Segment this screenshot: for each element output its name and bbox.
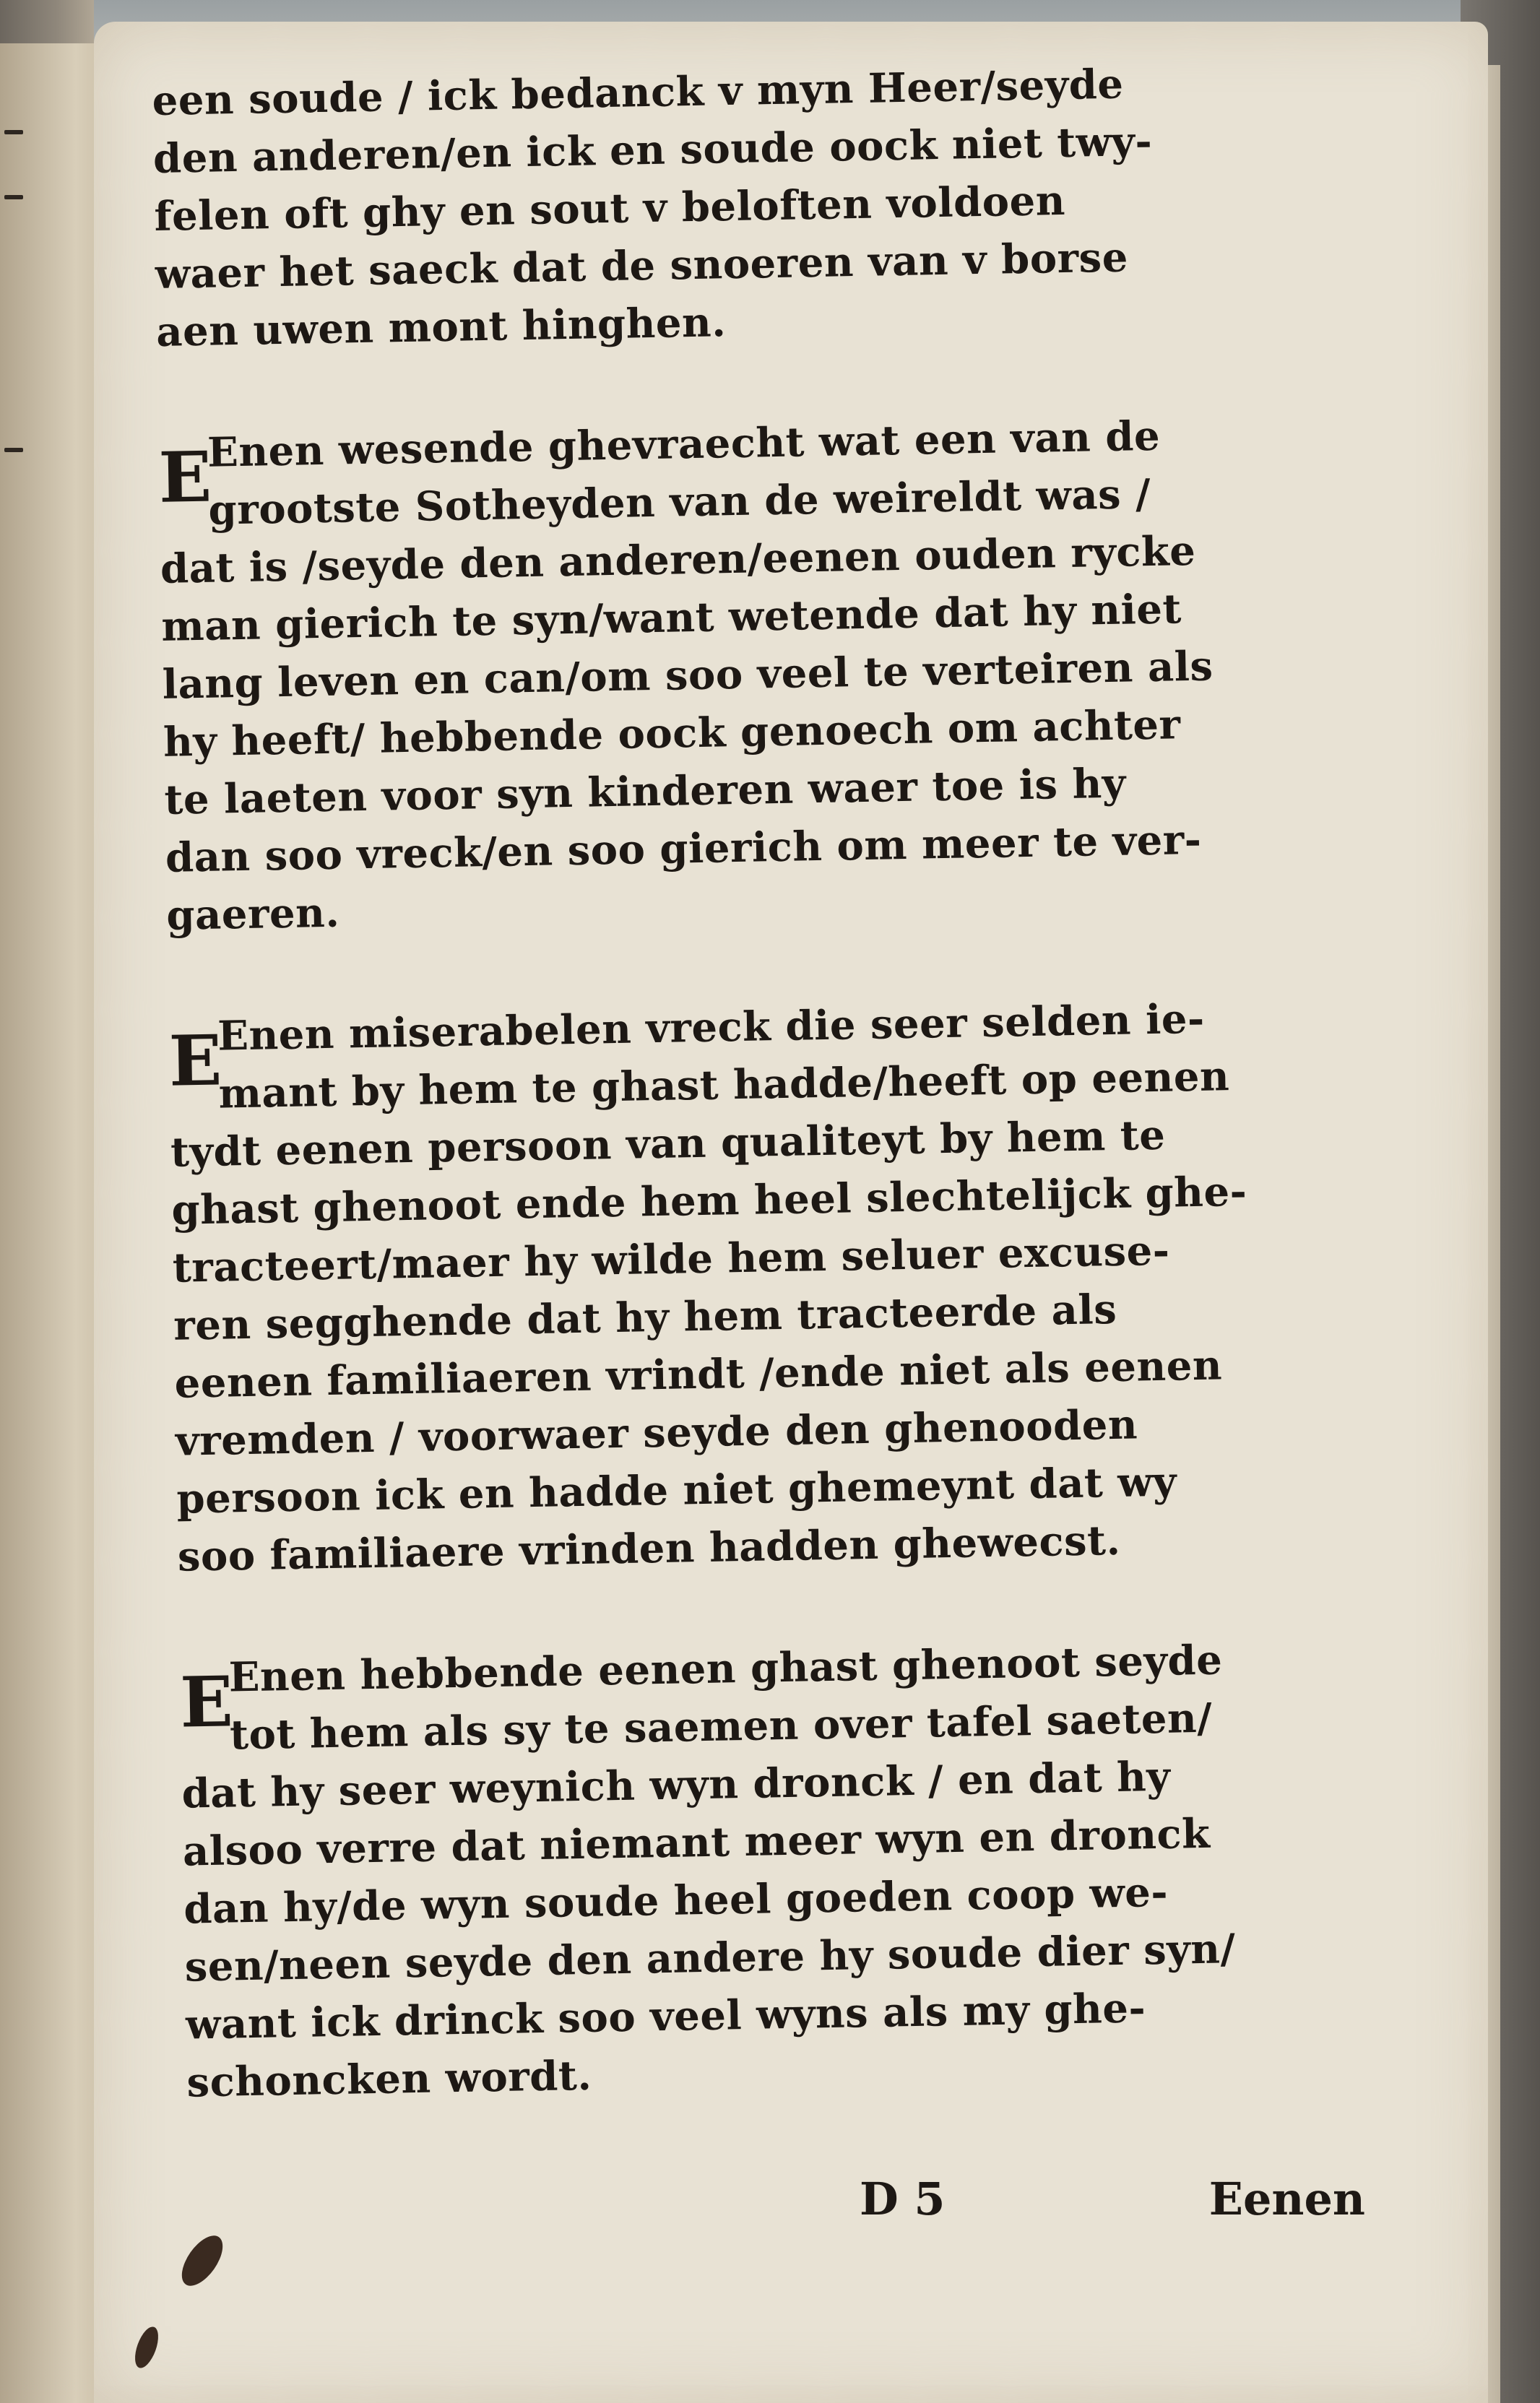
text-line: dan hy/de wyn soude heel goeden coop we- [183, 1868, 1169, 1934]
text-line: grootste Sotheyden van de weireldt was / [208, 469, 1151, 534]
text-line: waer het saeck dat de snoeren van v borse [155, 233, 1129, 298]
text-line: hy heeft/ hebbende oock genoech om achter [163, 701, 1182, 766]
book-page [94, 22, 1488, 2403]
signature-mark: D 5 [860, 2173, 946, 2225]
text-line: felen oft ghy en sout v beloften voldoen [153, 176, 1066, 241]
drop-initial: E [168, 1019, 223, 1102]
paragraph-3 [168, 987, 1406, 1586]
drop-initial: E [157, 436, 212, 519]
paragraph-1 [152, 51, 1385, 361]
drop-initial: E [179, 1661, 234, 1744]
text-line: soo familiaere vrinden hadden ghewecst. [177, 1516, 1121, 1581]
paragraph-2 [158, 403, 1395, 945]
text-line: man gierich te syn/want wetende dat hy niet [160, 585, 1182, 651]
text-column [152, 51, 1415, 2111]
text-line: dat is /seyde den anderen/eenen ouden rycke [160, 527, 1196, 593]
text-line: persoon ick en hadde niet ghemeynt dat wy [176, 1458, 1177, 1523]
text-line: Enen miserabelen vreck die seer selden ie- [217, 995, 1206, 1060]
text-line: vremden / voorwaer seyde den ghenooden [175, 1400, 1138, 1465]
text-line: ren segghende dat hy hem tracteerde als [173, 1285, 1117, 1350]
text-line: den anderen/en ick en soude oock niet twy- [152, 117, 1153, 183]
text-line: Enen hebbende eenen ghast ghenoot seyde [228, 1636, 1223, 1702]
text-line: eenen familiaeren vrindt /ende niet als eenen [174, 1341, 1223, 1408]
text-line: sen/neen seyde den andere hy soude dier syn/ [184, 1925, 1236, 1991]
ink-stain [174, 2229, 231, 2292]
text-line: alsoo verre dat niemant meer wyn en dronck [182, 1809, 1211, 1876]
text-line: dat hy seer weynich wyn dronck / en dat hy [181, 1752, 1171, 1818]
text-line: te laeten voor syn kinderen waer toe is hy [164, 759, 1127, 824]
paragraph-4 [179, 1628, 1415, 2112]
text-line: tot hem als sy te saemen over tafel saeten/ [229, 1694, 1213, 1759]
text-line: ghast ghenoot ende hem heel slechtelijck ghe- [170, 1167, 1247, 1234]
catchword: Eenen [1208, 2173, 1365, 2225]
text-line: Enen wesende ghevraecht wat een van de [207, 412, 1161, 477]
facing-page-mark [4, 195, 23, 199]
text-line: een soude / ick bedanck v myn Heer/seyde [152, 60, 1125, 125]
facing-page-mark [4, 448, 23, 452]
text-line: lang leven en can/om soo veel te verteiren als [162, 642, 1214, 709]
text-line: dan soo vreck/en soo gierich om meer te ver- [165, 815, 1202, 882]
text-line: tracteert/maer hy wilde hem seluer excuse- [172, 1226, 1171, 1292]
text-line: gaeren. [165, 888, 340, 940]
ink-stain [131, 2324, 163, 2370]
text-line: aen uwen mont hinghen. [155, 298, 727, 356]
text-line: want ick drinck soo veel wyns als my ghe- [185, 1984, 1146, 2049]
facing-page-mark [4, 130, 23, 134]
page-footer [860, 2170, 1365, 2235]
text-line: tydt eenen persoon van qualiteyt by hem te [170, 1111, 1166, 1177]
text-line: mant by hem te ghast hadde/heeft op eenen [218, 1052, 1230, 1118]
text-line: schoncken wordt. [186, 2051, 592, 2107]
